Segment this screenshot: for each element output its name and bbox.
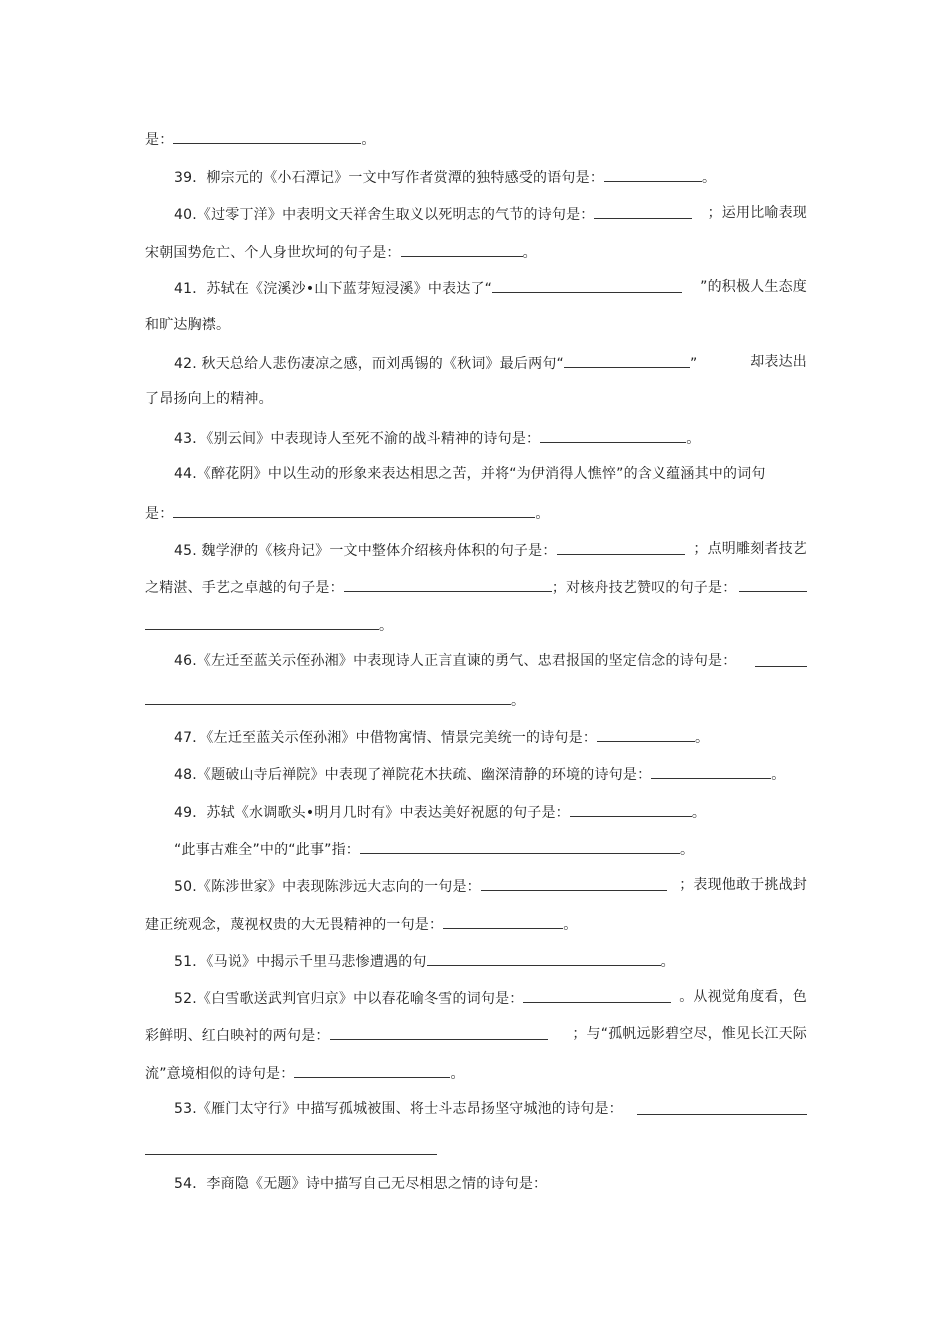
question-49 — [174, 801, 706, 823]
question-54 — [174, 1174, 547, 1194]
question-47 — [174, 726, 709, 748]
question-text: ”的积极人生态度 — [700, 279, 807, 295]
question-text: ；运用比喻表现 — [707, 205, 807, 221]
question-text: 彩鲜明、红白映衬的两句是： — [145, 1028, 330, 1044]
answer-blank[interactable] — [492, 277, 682, 293]
question-48 — [174, 763, 785, 785]
question-text: 流”意境相似的诗句是： — [145, 1066, 295, 1082]
question-52-cont2 — [145, 1062, 465, 1084]
question-text: 47．《左迁至蓝关示侄孙湘》中借物寓情、情景完美统一的诗句是： — [174, 730, 598, 746]
question-45-cont — [145, 576, 807, 598]
question-40 — [174, 203, 807, 225]
answer-blank[interactable] — [173, 128, 361, 144]
answer-blank[interactable] — [145, 689, 511, 705]
line-text: 。 — [563, 917, 578, 933]
question-text: 。从视觉角度看，色 — [679, 989, 807, 1005]
question-text: 49．苏轼《水调歌头•明月几时有》中表达美好祝愿的句子是： — [174, 805, 570, 821]
question-text: 48.《题破山寺后禅院》中表现了禅院花木扶疏、幽深清静的环境的诗句是： — [174, 767, 652, 783]
line-text: 。 — [660, 954, 675, 970]
question-text: ；表现他敢于挑战封 — [679, 877, 807, 893]
answer-blank[interactable] — [570, 801, 692, 817]
question-46-cont — [145, 689, 525, 711]
question-text: 39．柳宗元的《小石潭记》一文中写作者赏潭的独特感受的语句是： — [174, 170, 605, 186]
answer-blank[interactable] — [173, 502, 535, 518]
line-text: ” — [689, 356, 698, 372]
answer-blank[interactable] — [294, 1062, 450, 1078]
line-text: 。 — [361, 132, 376, 148]
answer-blank[interactable] — [427, 950, 661, 966]
line-text: 。 — [691, 805, 707, 821]
answer-blank[interactable] — [651, 763, 771, 779]
question-44 — [174, 464, 766, 484]
question-text: ；与“孤帆远影碧空尽，惟见长江天际 — [572, 1026, 807, 1042]
answer-blank[interactable] — [523, 987, 671, 1003]
question-text: 之精湛、手艺之卓越的句子是： — [145, 580, 344, 596]
question-42-cont — [145, 389, 273, 409]
line-text: 。 — [771, 767, 786, 783]
question-45-cont2 — [145, 614, 393, 636]
question-text: 53.《雁门太守行》中描写孤城被围、将士斗志昂扬坚守城池的诗句是： — [174, 1101, 623, 1117]
line-text: 。 — [379, 618, 394, 634]
question-text: ；对核舟技艺赞叹的句子是： — [551, 580, 737, 596]
question-text: 45. 魏学洢的《核舟记》一文中整体介绍核舟体积的句子是： — [174, 543, 557, 559]
line-text: 。 — [511, 693, 526, 709]
question-51 — [174, 950, 675, 972]
line-text: 。 — [702, 170, 717, 186]
question-45 — [174, 539, 807, 561]
question-43 — [174, 427, 700, 449]
line-text: 。 — [522, 245, 537, 261]
answer-blank[interactable] — [344, 576, 552, 592]
line-continuation — [145, 128, 376, 150]
question-text: 和旷达胸襟。 — [145, 317, 231, 333]
question-text: 51．《马说》中揭示千里马悲惨遭遇的句 — [174, 954, 427, 970]
question-41 — [174, 277, 807, 299]
question-50-cont — [145, 913, 577, 935]
question-text: 宋朝国势危亡、个人身世坎坷的句子是： — [145, 245, 401, 261]
answer-blank[interactable] — [443, 913, 563, 929]
answer-blank[interactable] — [739, 576, 807, 592]
answer-blank[interactable] — [637, 1099, 807, 1115]
question-41-cont — [145, 315, 230, 335]
answer-blank[interactable] — [145, 1153, 437, 1155]
line-text: 是： — [145, 132, 174, 148]
question-text: 40.《过零丁洋》中表明文天祥舍生取义以死明志的气节的诗句是： — [174, 207, 595, 223]
question-text: 建正统观念，蔑视权贵的大无畏精神的一句是： — [145, 917, 444, 933]
question-44-cont — [145, 502, 550, 524]
question-52 — [174, 987, 807, 1009]
question-42 — [174, 352, 807, 374]
answer-blank[interactable] — [755, 651, 807, 667]
question-52-cont — [145, 1024, 807, 1046]
question-text: 46.《左迁至蓝关示侄孙湘》中表现诗人正言直谏的勇气、忠君报国的坚定信念的诗句是： — [174, 653, 737, 669]
answer-blank[interactable] — [145, 614, 379, 630]
answer-blank[interactable] — [557, 539, 685, 555]
question-39 — [174, 166, 716, 188]
question-text: “此事古难全”中的“此事”指： — [174, 842, 361, 858]
question-49-cont — [174, 838, 694, 860]
answer-blank[interactable] — [594, 203, 692, 219]
answer-blank[interactable] — [597, 726, 695, 742]
line-text: 。 — [680, 842, 695, 858]
answer-blank[interactable] — [540, 427, 686, 443]
question-text: ；点明雕刻者技艺 — [693, 541, 807, 557]
question-text: 43．《别云间》中表现诗人至死不渝的战斗精神的诗句是： — [174, 431, 541, 447]
answer-blank[interactable] — [360, 838, 680, 854]
question-text: 42. 秋天总给人悲伤凄凉之感，而刘禹锡的《秋词》最后两句“ — [174, 356, 564, 372]
question-text: 44.《醉花阴》中以生动的形象来表达相思之苦，并将“为伊消得人憔悴”的含义蕴涵其中的词句 — [174, 466, 766, 482]
question-text: 是： — [145, 506, 174, 522]
question-50 — [174, 875, 807, 897]
question-text: 52.《白雪歌送武判官归京》中以春花喻冬雪的词句是： — [174, 991, 524, 1007]
question-text: 50.《陈涉世家》中表现陈涉远大志向的一句是： — [174, 879, 481, 895]
question-text: 了昂扬向上的精神。 — [145, 391, 273, 407]
answer-blank[interactable] — [330, 1024, 548, 1040]
answer-blank[interactable] — [481, 875, 667, 891]
answer-blank[interactable] — [401, 241, 523, 257]
line-text: 。 — [450, 1066, 465, 1082]
line-text: 。 — [686, 431, 701, 447]
answer-blank[interactable] — [564, 352, 690, 368]
line-text: 。 — [535, 506, 550, 522]
question-46 — [174, 651, 807, 671]
question-text: 却表达出 — [750, 354, 807, 370]
question-40-cont — [145, 241, 537, 263]
question-53 — [174, 1099, 807, 1119]
line-text: 。 — [695, 730, 710, 746]
question-text: 41．苏轼在《浣溪沙•山下蓝芽短浸溪》中表达了“ — [174, 281, 493, 297]
question-text: 54．李商隐《无题》诗中描写自己无尽相思之情的诗句是： — [174, 1176, 548, 1192]
answer-blank[interactable] — [604, 166, 702, 182]
